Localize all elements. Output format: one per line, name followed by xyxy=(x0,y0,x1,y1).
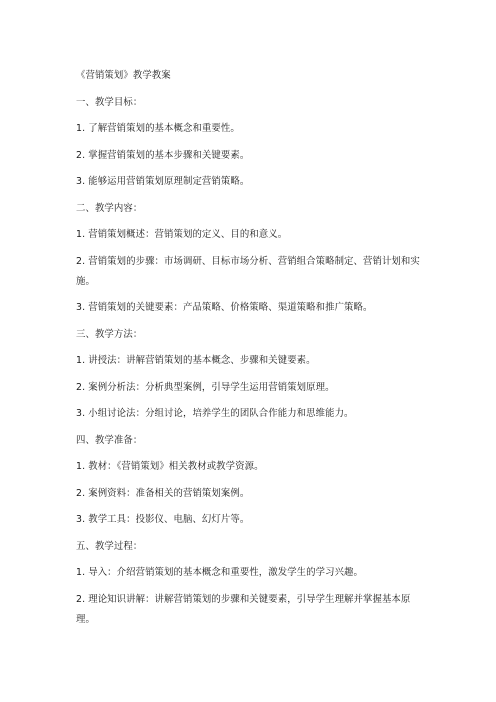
list-item: 2. 掌握营销策划的基本步骤和关键要素。 xyxy=(76,149,250,161)
section-heading: 五、教学过程： xyxy=(76,540,143,552)
document-body xyxy=(76,66,426,636)
list-item: 3. 小组讨论法：分组讨论，培养学生的团队合作能力和思维能力。 xyxy=(76,408,354,419)
list-item: 2. 案例资料：准备相关的营销策划案例。 xyxy=(76,487,250,499)
list-item: 3. 能够运用营销策划原理制定营销策略。 xyxy=(76,176,250,187)
list-item: 3. 营销策划的关键要素：产品策略、价格策略、渠道策略和推广策略。 xyxy=(76,302,373,313)
list-item: 2. 营销策划的步骤：市场调研、目标市场分析、营销组合策略制定、营销计划和实施。 xyxy=(76,255,420,287)
list-item: 1. 了解营销策划的基本概念和重要性。 xyxy=(76,123,240,134)
list-item: 1. 营销策划概述：营销策划的定义、目的和意义。 xyxy=(76,229,288,240)
section-heading: 二、教学内容： xyxy=(76,202,143,214)
section-heading: 三、教学方法： xyxy=(76,328,143,340)
list-item: 2. 案例分析法：分析典型案例，引导学生运用营销策划原理。 xyxy=(76,381,335,393)
list-item: 2. 理论知识讲解：讲解营销策划的步骤和关键要素，引导学生理解并掌握基本原理。 xyxy=(76,593,411,625)
list-item: 3. 教学工具：投影仪、电脑、幻灯片等。 xyxy=(76,514,250,525)
list-item: 1. 教材：《营销策划》相关教材或教学资源。 xyxy=(76,461,264,472)
section-heading: 四、教学准备： xyxy=(76,434,143,446)
section-heading: 一、教学目标： xyxy=(76,96,143,108)
list-item: 1. 讲授法：讲解营销策划的基本概念、步骤和关键要素。 xyxy=(76,355,316,366)
document-title: 《营销策划》教学教案 xyxy=(76,70,171,81)
list-item: 1. 导入：介绍营销策划的基本概念和重要性，激发学生的学习兴趣。 xyxy=(76,567,364,578)
